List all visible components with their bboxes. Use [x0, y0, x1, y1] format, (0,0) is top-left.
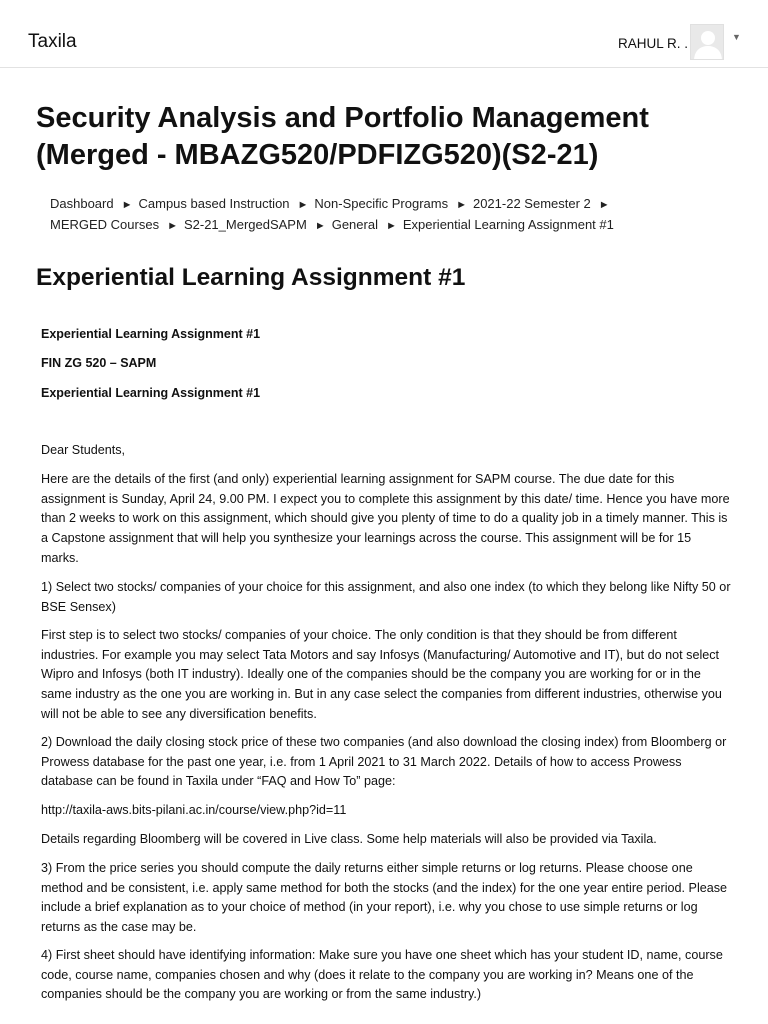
course-title: Security Analysis and Portfolio Management (Merged - MBAZG520/PDFIZG520)(S2-21) [36, 102, 649, 171]
step-3: 3) From the price series you should compute the daily returns either simple returns or log returns. Please choose one method and be consistent, i.e. apply same method for both the stocks (and the index) for the one year entire period. Please include a brief explanation as to your choice of method (in your report), i.e. why you chose to use simple returns or log returns as the case may be. [41, 861, 728, 935]
breadcrumb-separator-icon: ► [121, 199, 133, 211]
breadcrumb-item[interactable]: Non-Specific Programs [314, 196, 449, 211]
page-title: Experiential Learning Assignment #1 [36, 264, 466, 291]
intro-paragraph: Here are the details of the first (and only) experiential learning assignment for SAPM course. The due date for this assignment is Sunday, April 24, 9.00 PM. I expect you to complete this assignment by this date/ time. Hence you have more than 2 weeks to work on this assignment, which should give you plenty of time to do a quality job in a timely manner. This is a Capstone assignment that will help you synthesize your learnings across the course. This assignment will be for 15 marks. [41, 472, 730, 565]
breadcrumb-separator-icon: ► [456, 199, 467, 211]
greeting: Dear Students, [41, 443, 126, 457]
prowess-link[interactable]: http://taxila-aws.bits-pilani.ac.in/course/view.php?id=11 [41, 803, 347, 817]
user-avatar-icon[interactable] [690, 24, 724, 60]
breadcrumb-separator-icon: ► [167, 220, 178, 232]
breadcrumb-item[interactable]: General [331, 217, 378, 232]
chevron-down-icon[interactable]: ▼ [732, 32, 741, 42]
breadcrumb-current: Experiential Learning Assignment #1 [402, 217, 614, 232]
step-2: 2) Download the daily closing stock price of these two companies (and also download the closing index) from Bloomberg or Prowess database for the past one year, i.e. from 1 April 2021 to 31 March 2022. Details of how to access Prowess database can be found in Taxila under “FAQ and How To” page: [41, 735, 727, 789]
breadcrumb-item[interactable]: 2021-22 Semester 2 [472, 196, 591, 211]
breadcrumb-item[interactable]: Campus based Instruction [138, 196, 290, 211]
breadcrumb-separator-icon: ► [385, 220, 397, 232]
user-name[interactable]: RAHUL R. . [618, 36, 689, 51]
step-4: 4) First sheet should have identifying information: Make sure you have one sheet which has your student ID, name, course code, course name, companies chosen and why (does it relate to the company you are working in? Means one of the companies should be the company you are working or from the same industry.) [41, 948, 723, 1002]
breadcrumb-item[interactable]: Dashboard [50, 196, 114, 211]
breadcrumb-separator-icon: ► [598, 199, 610, 211]
step-1-detail: First step is to select two stocks/ companies of your choice. The only condition is that they should be from different industries. For example you may select Tata Motors and say Infosys (Manufacturing/ Automotive and IT), but do not select Wipro and Infosys (both IT industry). Ideally one of the companies should be the company you are working for or in the same industry as the one you are working in. But in any case select the companies from different industries, otherwise you will not be able to see any diversification benefits. [41, 628, 722, 721]
step-1: 1) Select two stocks/ companies of your choice for this assignment, and also one index (to which they belong like Nifty 50 or BSE Sensex) [41, 580, 731, 614]
course-code-header: FIN ZG 520 – SAPM [41, 356, 157, 370]
assignment-header: Experiential Learning Assignment #1 [41, 327, 261, 341]
top-navbar [0, 0, 768, 68]
bloomberg-note: Details regarding Bloomberg will be covered in Live class. Some help materials will also be provided via Taxila. [41, 832, 657, 846]
breadcrumb-separator-icon: ► [297, 199, 309, 211]
breadcrumb [50, 194, 740, 236]
breadcrumb-separator-icon: ► [314, 220, 326, 232]
site-brand[interactable]: Taxila [28, 31, 77, 52]
assignment-subheader: Experiential Learning Assignment #1 [41, 386, 261, 400]
breadcrumb-item[interactable]: MERGED Courses [50, 217, 160, 232]
breadcrumb-item[interactable]: S2-21_MergedSAPM [183, 217, 307, 232]
